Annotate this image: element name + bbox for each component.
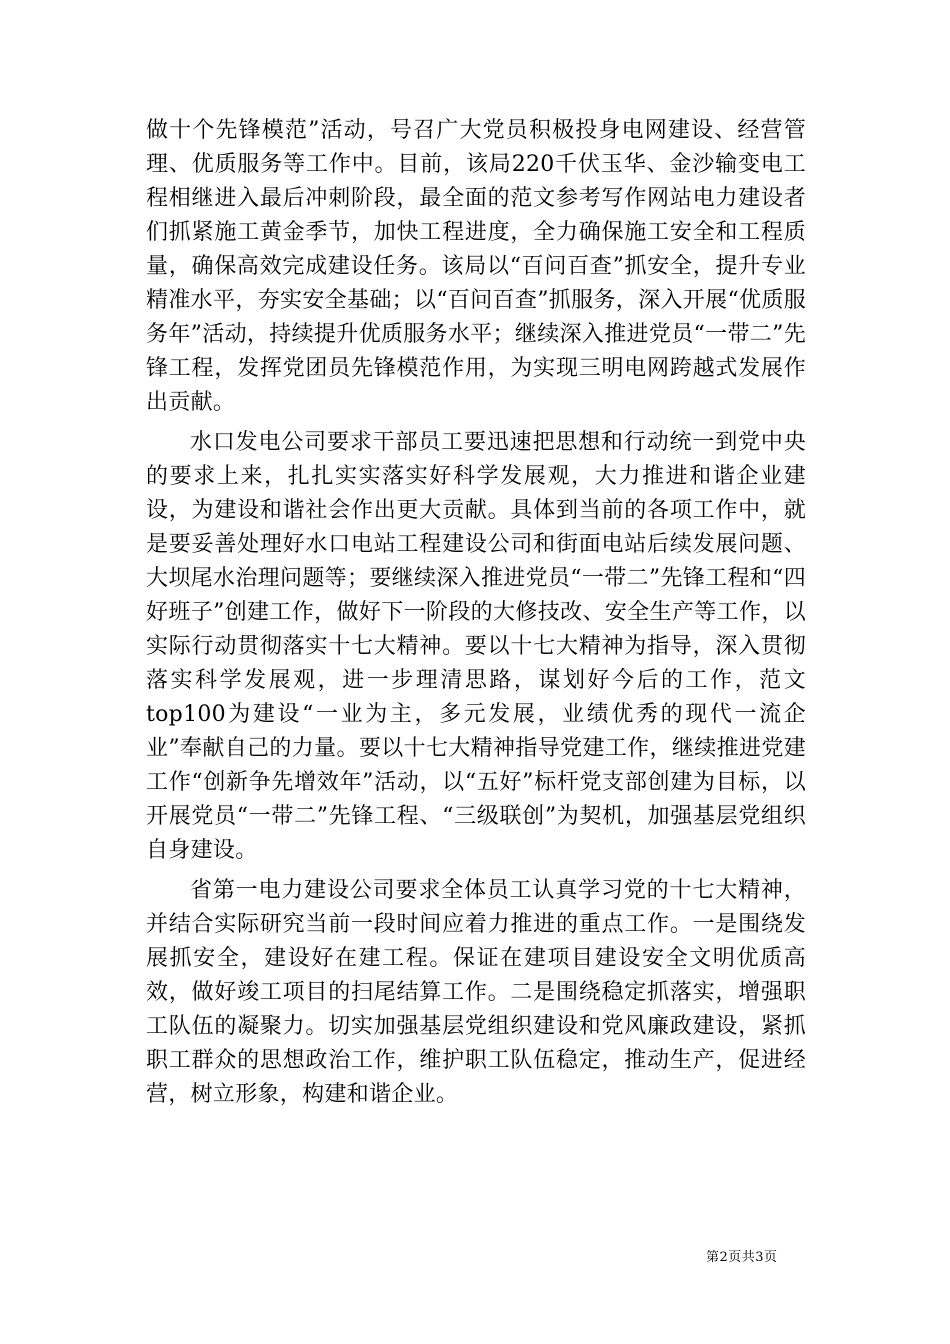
paragraph-2: 水口发电公司要求干部员工要迅速把思想和行动统一到党中央的要求上来，扎扎实实落实好科学发展观，大力推进和谐企业建设，为建设和谐社会作出更大贡献。具体到当前的各项工作中，就是要妥善处理好水口电站工程建设公司和街面电站后续发展问题、大坝尾水治理问题等；要继续深入推进党员“一带二”先锋工程和“四好班子”创建工作，做好下一阶段的大修技改、安全生产等工作，以实际行动贯彻落实十七大精神。要以十七大精神为指导，深入贯彻落实科学发展观，进一步理清思路，谋划好今后的工作，范文top100为建设“一业为主，多元发展，业绩优秀的现代一流企业”奉献自己的力量。要以十七大精神指导党建工作，继续推进党建工作“创新争先增效年”活动，以“五好”标杆党支部创建为目标，以开展党员“一带二”先锋工程、“三级联创”为契机，加强基层党组织自身建设。 (146, 430, 806, 863)
paragraph-1: 做十个先锋模范”活动，号召广大党员积极投身电网建设、经营管理、优质服务等工作中。目前，该局220千伏玉华、金沙输变电工程相继进入最后冲刺阶段，最全面的范文参考写作网站电力建设者们抓紧施工黄金季节，加快工程进度，全力确保施工安全和工程质量，确保高效完成建设任务。该局以“百问百查”抓安全，提升专业精准水平，夯实安全基础；以“百问百查”抓服务，深入开展“优质服务年”活动，持续提升优质服务水平；继续深入推进党员“一带二”先锋工程，发挥党团员先锋模范作用，为实现三明电网跨越式发展作出贡献。 (146, 118, 806, 415)
page-number: 第2页共3页 (706, 1250, 778, 1265)
document-body (146, 114, 806, 1112)
paragraph-3: 省第一电力建设公司要求全体员工认真学习党的十七大精神，并结合实际研究当前一段时间应着力推进的重点工作。一是围绕发展抓安全，建设好在建工程。保证在建项目建设安全文明优质高效，做好竣工项目的扫尾结算工作。二是围绕稳定抓落实，增强职工队伍的凝聚力。切实加强基层党组织建设和党风廉政建设，紧抓职工群众的思想政治工作，维护职工队伍稳定，推动生产，促进经营，树立形象，构建和谐企业。 (146, 878, 806, 1107)
